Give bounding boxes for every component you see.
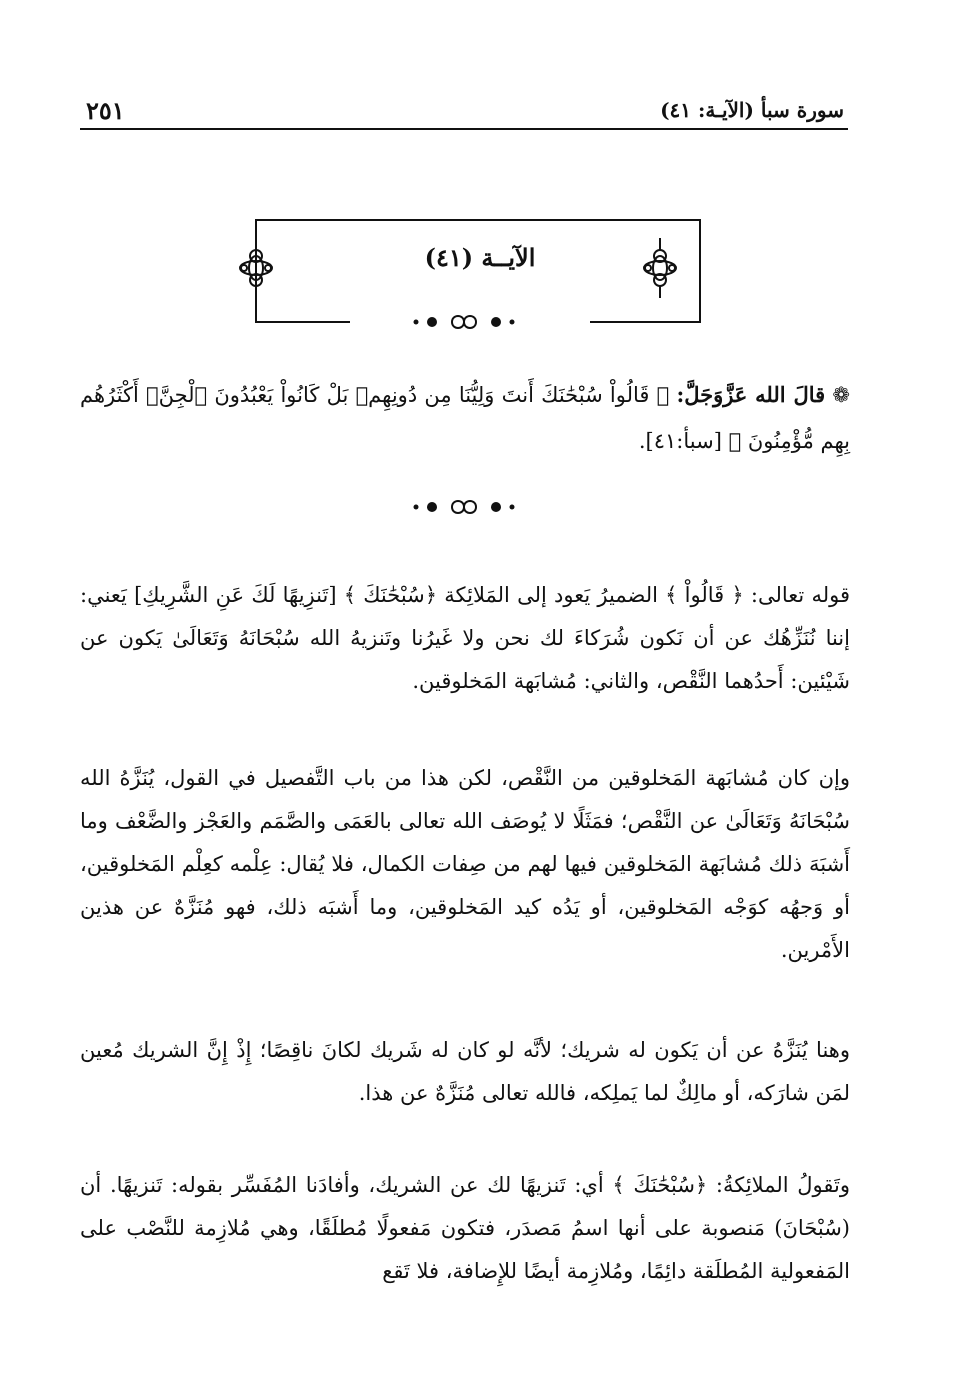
verse-intro: قالَ الله عَزَّوَجَلَّ: bbox=[676, 382, 826, 407]
page-number: ٢٥١ bbox=[86, 96, 125, 125]
frame-bottom-left-border bbox=[255, 321, 350, 323]
knot-icon bbox=[236, 238, 276, 298]
frame-bottom-right-border bbox=[590, 321, 701, 323]
header-divider bbox=[80, 128, 848, 130]
verse-text: ﴿ قَالُواْ سُبْحَٰنَكَ أَنتَ وَلِيُّنَا مِن دُونِهِمۖ بَلْ كَانُواْ يَعْبُدُونَ ٱلْجِنَّۖ أَكْثَرُهُم بِهِم مُّؤْمِنُونَ ﴾ bbox=[80, 383, 850, 453]
frame-right-border bbox=[699, 219, 701, 323]
body-paragraph: وإن كان مُشابَهة المَخلوقين من النَّقْص، لكن هذا من باب التَّفصيل في القول، يُنَزَّهُ الله سُبْحَانَهُ وَتَعَالَىٰ عن النَّقْص؛ فمَثَلًا لا يُوصَف الله تعالى بالعَمَى والصَّمَم والعَجْز والضَّعْف وما أَشبَهَ ذلك مُشابَهة المَخلوقين فيها لهم من صِفات الكمال، فلا يُقال: عِلْمه كعِلْم المَخلوقين، أو وَجهُه كوَجْه المَخلوقين، أو يَدُه كيد المَخلوقين، وما أَشبَه ذلك، فهو مُنَزَّهٌ عن هذين الأَمْرين. bbox=[80, 766, 850, 962]
flower-icon: ❁ bbox=[832, 383, 850, 407]
verse-reference: [سبأ:٤١]. bbox=[638, 429, 722, 453]
knot-icon bbox=[640, 238, 680, 298]
body-paragraph: قوله تعالى: ﴿ قَالُواْ ﴾ الضميرُ يَعود إلى المَلائِكة ﴿سُبْحَٰنَكَ ﴾ [تَنزِيهًا لَكَ عَنِ الشَّرِيكِ] يَعني: إننا نُنَزِّهُك عن أن نَكون شُرَكاءَ لك نحن ولا غَيرُنا وتَنزيهُ الله سُبْحَانَهُ وَتَعَالَىٰ يَكون عن شَيْئين: أَحدُهما النَّقْص، والثاني: مُشابَهة المَخلوقين. bbox=[80, 583, 850, 693]
body-paragraph: وتَقولُ الملائِكةُ: ﴿سُبْحَٰنَكَ ﴾ أي: تَنزيهًا لك عن الشريك، وأفادَنا المُفَسِّر بقوله: تَنزيهًا. أن (سُبْحَانَ) مَنصوبة على أنها اسمُ مَصدَر، فتكون مَفعولًا مُطلَقًا، وهي مُلازِمة للنَّصْب على المَفعولية المُطلَقة دائِمًا، ومُلازِمة أيضًا للإِضافة، فلا تَقع bbox=[80, 1173, 850, 1283]
verse-paragraph bbox=[80, 372, 850, 464]
body-paragraph: وهنا يُنَزَّهُ عن أن يَكون له شريك؛ لأنَّه لو كان له شَريك لكانَ ناقِصًا؛ إِذْ إِنَّ الشريك مُعين لمَن شارَكه، أو مالِكٌ لما يَملِكه، فالله تعالى مُنَزَّهٌ عن هذا. bbox=[80, 1038, 850, 1105]
divider-ornament-icon bbox=[408, 497, 528, 517]
divider-ornament-icon bbox=[408, 312, 528, 332]
page-header bbox=[80, 96, 848, 132]
surah-title: سورة سبأ (الآيـة: ٤١) bbox=[660, 98, 844, 122]
frame-top-border bbox=[255, 219, 701, 221]
ayah-heading: الآيــة (٤١) bbox=[424, 243, 536, 272]
